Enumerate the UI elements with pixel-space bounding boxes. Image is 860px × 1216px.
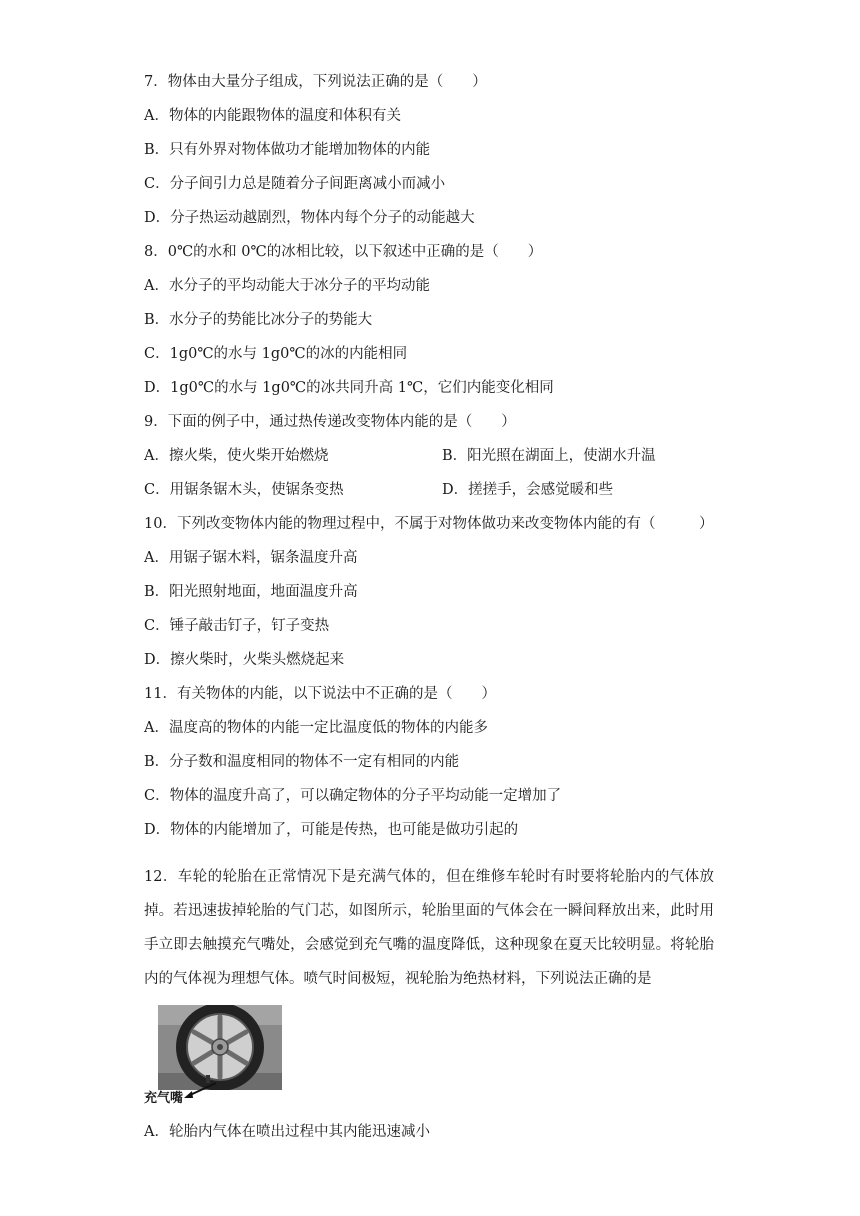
question-8-option-a: A．水分子的平均动能大于冰分子的平均动能 (144, 278, 430, 294)
question-7-option-a: A．物体的内能跟物体的温度和体积有关 (144, 108, 401, 124)
question-10-option-b: B．阳光照射地面，地面温度升高 (144, 584, 358, 600)
question-11-option-a: A．温度高的物体的内能一定比温度低的物体的内能多 (144, 720, 488, 736)
question-12-option-a: A．轮胎内气体在喷出过程中其内能迅速减小 (144, 1124, 430, 1140)
question-8-option-d: D．1g0℃的水与 1g0℃的冰共同升高 1℃，它们内能变化相同 (144, 380, 554, 396)
question-11-option-d: D．物体的内能增加了，可能是传热，也可能是做功引起的 (144, 822, 519, 838)
question-7-option-d: D．分子热运动越剧烈，物体内每个分子的动能越大 (144, 210, 475, 226)
question-11-stem: 11．有关物体的内能，以下说法中不正确的是（ ） (144, 686, 496, 702)
question-11-option-b: B．分子数和温度相同的物体不一定有相同的内能 (144, 754, 460, 770)
question-7-stem: 7．物体由大量分子组成，下列说法正确的是（ ） (144, 74, 487, 90)
question-9-option-d: D．搓搓手，会感觉暖和些 (442, 482, 614, 498)
question-9-stem: 9．下面的例子中，通过热传递改变物体内能的是（ ） (144, 414, 516, 430)
question-9-option-b: B．阳光照在湖面上，使湖水升温 (442, 448, 656, 464)
question-8-option-b: B．水分子的势能比冰分子的势能大 (144, 312, 373, 328)
question-8-option-c: C．1g0℃的水与 1g0℃的冰的内能相同 (144, 346, 408, 362)
question-8-stem: 8．0℃的水和 0℃的冰相比较，以下叙述中正确的是（ ） (144, 244, 543, 260)
question-11-option-c: C．物体的温度升高了，可以确定物体的分子平均动能一定增加了 (144, 788, 562, 804)
valve-label: 充气嘴 (144, 1091, 184, 1106)
question-7-option-c: C．分子间引力总是随着分子间距离减小而减小 (144, 176, 446, 192)
question-10-option-a: A．用锯子锯木料，锯条温度升高 (144, 550, 358, 566)
question-9-option-c: C．用锯条锯木头，使锯条变热 (144, 482, 344, 498)
question-10-stem: 10．下列改变物体内能的物理过程中，不属于对物体做功来改变物体内能的有（ ） (144, 516, 714, 532)
question-9-option-a: A．擦火柴，使火柴开始燃烧 (144, 448, 329, 464)
question-7-option-b: B．只有外界对物体做功才能增加物体的内能 (144, 142, 431, 158)
question-10-option-c: C．锤子敲击钉子，钉子变热 (144, 618, 330, 634)
arrow-icon (180, 1081, 220, 1101)
tire-figure (144, 1005, 284, 1110)
tire-photo (158, 1005, 282, 1090)
question-12-stem: 12．车轮的轮胎在正常情况下是充满气体的，但在维修车轮时有时要将轮胎内的气体放掉。若迅速拔掉轮胎的气门芯，如图所示，轮胎里面的气体会在一瞬间释放出来，此时用手立即去触摸充气嘴处，会感觉到充气嘴的温度降低，这种现象在夏天比较明显。将轮胎内的气体视为理想气体。喷气时间极短，视轮胎为绝热材料，下列说法正确的是 (144, 869, 714, 987)
question-10-option-d: D．擦火柴时，火柴头燃烧起来 (144, 652, 345, 668)
